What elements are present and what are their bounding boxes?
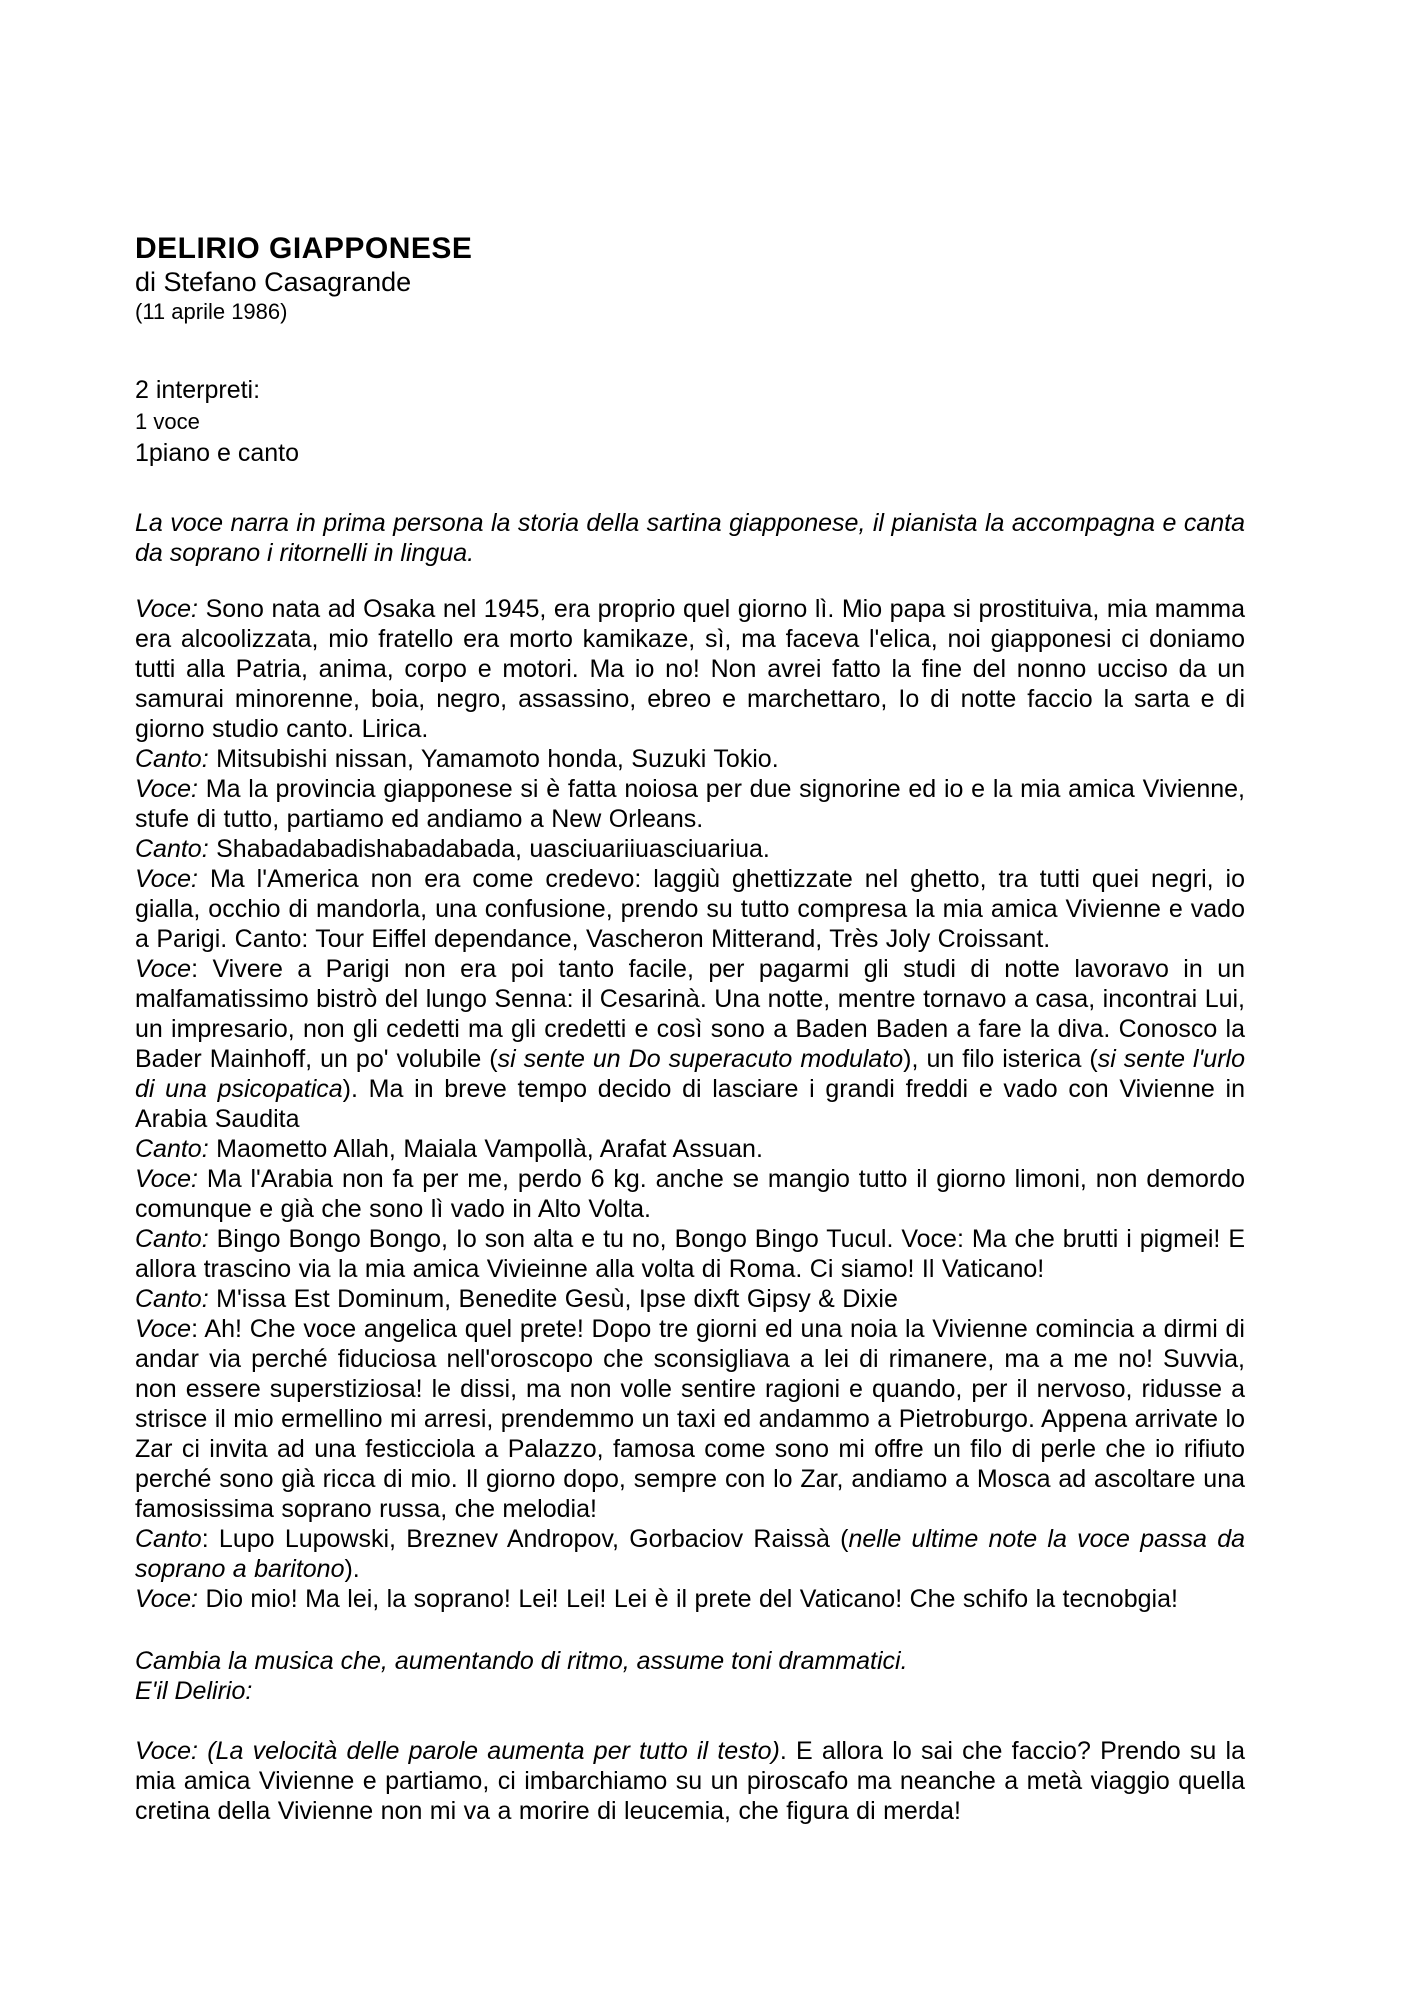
page-title: DELIRIO GIAPPONESE <box>135 232 473 265</box>
cast-line: 1 voce <box>135 409 200 434</box>
document-header <box>135 232 1245 326</box>
finale-section <box>135 1736 1245 1826</box>
script-paragraph: Canto: Maometto Allah, Maiala Vampollà, Arafat Assuan. <box>135 1135 763 1163</box>
stage-direction-line: E'il Delirio: <box>135 1677 253 1705</box>
script-paragraph: Canto: Mitsubishi nissan, Yamamoto honda, Suzuki Tokio. <box>135 745 779 773</box>
script-paragraph: Voce: (La velocità delle parole aumenta per tutto il testo). E allora lo sai che faccio? Prendo su la mia amica Vivienne e partiamo, ci imbarchiamo su un piroscafo ma neanche a metà viaggio quella cretina della Vivienne non mi va a morire di leucemia, che figura di merda! <box>135 1737 1245 1825</box>
intro-note: La voce narra in prima persona la storia della sartina giapponese, il pianista la accompagna e canta da soprano i ritornelli in lingua. <box>135 509 1245 567</box>
script-paragraph: Voce: Ma l'Arabia non fa per me, perdo 6 kg. anche se mangio tutto il giorno limoni, non demordo comunque e già che sono lì vado in Alto Volta. <box>135 1165 1245 1223</box>
cast-list <box>135 374 1245 470</box>
stage-direction <box>135 1646 1245 1706</box>
script-paragraph: Voce: Dio mio! Ma lei, la soprano! Lei! Lei! Lei è il prete del Vaticano! Che schifo la tecnobgia! <box>135 1585 1178 1613</box>
stage-direction-line: Cambia la musica che, aumentando di ritmo, assume toni drammatici. <box>135 1647 908 1675</box>
date-line: (11 aprile 1986) <box>135 299 288 324</box>
script-paragraph: Voce: Ma l'America non era come credevo: laggiù ghettizzate nel ghetto, tra tutti quei negri, io gialla, occhio di mandorla, una confusione, prendo su tutto compresa la mia amica Vivienne e vado a Parigi. Canto: Tour Eiffel dependance, Vascheron Mitterand, Très Joly Croissant. <box>135 865 1245 953</box>
script-paragraph: Canto: Bingo Bongo Bongo, Io son alta e tu no, Bongo Bingo Tucul. Voce: Ma che brutti i pigmei! E allora trascino via la mia amica Vivieinne alla volta di Roma. Ci siamo! Il Vaticano! <box>135 1225 1245 1283</box>
script-body <box>135 594 1245 1614</box>
cast-line: 2 interpreti: <box>135 376 261 404</box>
script-paragraph: Canto: Lupo Lupowski, Breznev Andropov, Gorbaciov Raissà (nelle ultime note la voce passa da soprano a baritono). <box>135 1525 1246 1583</box>
cast-line: 1piano e canto <box>135 439 300 467</box>
script-paragraph: Canto: M'issa Est Dominum, Benedite Gesù, Ipse dixft Gipsy & Dixie <box>135 1285 898 1313</box>
script-paragraph: Canto: Shabadabadishabadabada, uasciuariiuasciuariua. <box>135 835 770 863</box>
script-paragraph: Voce: Sono nata ad Osaka nel 1945, era proprio quel giorno lì. Mio papa si prostituiva, mia mamma era alcoolizzata, mio fratello era morto kamikaze, sì, ma faceva l'elica, noi giapponesi ci doniamo tutti alla Patria, anima, corpo e motori. Ma io no! Non avrei fatto la fine del nonno ucciso da un samurai minorenne, boia, negro, assassino, ebreo e marchettaro, Io di notte faccio la sarta e di giorno studio canto. Lirica. <box>135 595 1245 743</box>
author-line: di Stefano Casagrande <box>135 267 412 297</box>
script-paragraph: Voce: Vivere a Parigi non era poi tanto facile, per pagarmi gli studi di notte lavoravo in un malfamatissimo bistrò del lungo Senna: il Cesarinà. Una notte, mentre tornavo a casa, incontrai Lui, un impresario, non gli cedetti ma gli credetti e così sono a Baden Baden a fare la diva. Conosco la Bader Mainhoff, un po' volubile (si sente un Do superacuto modulato), un filo isterica (si sente l'urlo di una psicopatica). Ma in breve tempo decido di lasciare i grandi freddi e vado con Vivienne in Arabia Saudita <box>135 955 1245 1133</box>
script-paragraph: Voce: Ah! Che voce angelica quel prete! Dopo tre giorni ed una noia la Vivienne comincia a dirmi di andar via perché fiduciosa nell'oroscopo che sconsigliava a lei di rimanere, ma a me no! Suvvia, non essere superstiziosa! le dissi, ma non volle sentire ragioni e quando, per il nervoso, ridusse a strisce il mio ermellino mi arresi, prendemmo un taxi ed andammo a Pietroburgo. Appena arrivate lo Zar ci invita ad una festicciola a Palazzo, famosa come sono mi offre un filo di perle che io rifiuto perché sono già ricca di mio. Il giorno dopo, sempre con lo Zar, andiamo a Mosca ad ascoltare una famosissima soprano russa, che melodia! <box>135 1315 1245 1523</box>
script-paragraph: Voce: Ma la provincia giapponese si è fatta noiosa per due signorine ed io e la mia amica Vivienne, stufe di tutto, partiamo ed andiamo a New Orleans. <box>135 775 1245 833</box>
